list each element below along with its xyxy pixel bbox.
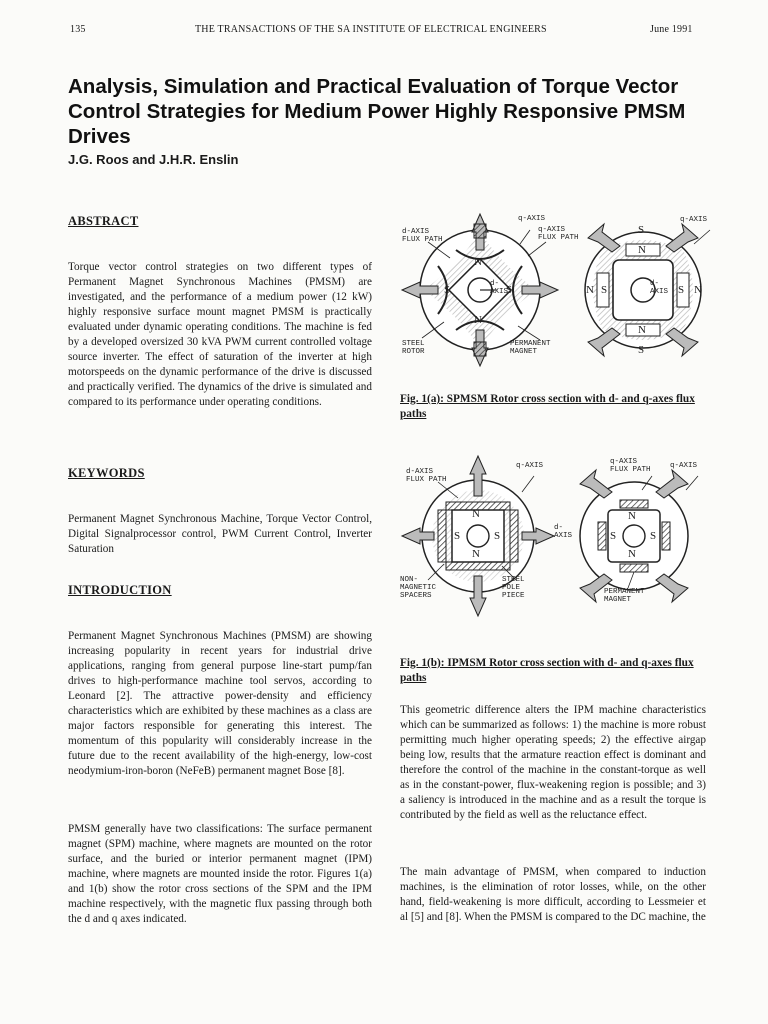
introduction-paragraph-2: PMSM generally have two classifications: The surface permanent magnet (SPM) machine, where magnets are mounted on the rotor surface, and the buried or interior permanent magnet (IPM) machine, where magnets are mounted inside the rotor. Figures 1(a) and 1(b) show the rotor cross sections of the SPM and the IPM machine respectively, with the magnetic flux passing through both the d and q axes indicated. [68, 823, 372, 925]
abstract-text: Torque vector control strategies on two different types of Permanent Magnet Synchronous Machines (PMSM) are investigated, and the performance of a medium power (12 kW) highly responsive surface mount magnet PMSM is practically evaluated under dynamic operating conditions. The machine is fed by a developed oversized 30 kVA PWM current controlled voltage source inverter. The effect of saturation of the inverter at high motorspeeds on the dynamic performance of the drive is discussed and practically verified. The dynamics of the drive is simulated and compared to its performance under operating conditions. [68, 261, 372, 408]
pole-n-right-right: N [694, 284, 702, 296]
ipm-pole-n-top: N [472, 508, 480, 520]
figure-1b [398, 452, 718, 622]
introduction-heading: INTRODUCTION [68, 583, 172, 597]
keywords-heading: KEYWORDS [68, 466, 145, 480]
pole-s-bottom-right: S [638, 344, 645, 356]
right-column-paragraph-2: The main advantage of PMSM, when compared to induction machines, is the elimination of rotor losses, while, on the other hand, field-weakening is more difficult, according to Lessmeier et al [5] and [8]. When the PMSM is compared to the DC machine, the [400, 866, 706, 923]
figure-1a [398, 210, 718, 370]
q-axis-flux-path-label: q-AXIS FLUX PATH [538, 226, 579, 242]
ipm-q-axis-label: q-AXIS [516, 462, 544, 470]
ipm-pole-n-top-right: N [628, 510, 636, 522]
figure-1a-caption: Fig. 1(a): SPMSM Rotor cross section with d- and q-axes flux paths [400, 393, 695, 420]
introduction-paragraph-1: Permanent Magnet Synchronous Machines (PMSM) are showing increasing popularity in recent years for industrial drive applications, ranging from general purpose line-start pump/fan drives to high-performance machine tool servos, according to Leonard [2]. The attractive power-density and efficiency characteristics which are exhibited by these machines as a class are major factors responsible for generating this interest. The momentum of this popularity will considerably increase in the future due to the recent availability of the high-energy, low-cost neodymium-iron-boron (NeFeB) permanent magnet Bose [8]. [68, 630, 372, 777]
permanent-magnet-label: PERMANENT MAGNET [510, 340, 551, 356]
pole-s-left: S [444, 284, 451, 296]
ipm-q-axis-right-label: q-AXIS [670, 462, 698, 470]
journal-name: THE TRANSACTIONS OF THE SA INSTITUTE OF ELECTRICAL ENGINEERS [195, 24, 547, 35]
issue-date: June 1991 [650, 24, 693, 35]
d-axis-center-right-label: d- AXIS [650, 280, 669, 296]
ipm-q-axis-flux-path-label: q-AXIS FLUX PATH [610, 458, 651, 474]
abstract-heading: ABSTRACT [68, 214, 139, 228]
pole-s-top-right: S [638, 224, 645, 236]
pole-n-bottom-right: N [638, 324, 646, 336]
ipm-pole-s-left-right: S [610, 530, 617, 542]
pole-n-bottom: N [474, 314, 482, 326]
pole-s-right-right: S [678, 284, 685, 296]
ipm-permanent-magnet-label: PERMANENT MAGNET [604, 588, 645, 604]
d-axis-center-label: d- AXIS [490, 280, 509, 296]
ipm-d-axis-flux-path-label: d-AXIS FLUX PATH [406, 468, 447, 484]
pole-n-top-right: N [638, 244, 646, 256]
authors: J.G. Roos and J.H.R. Enslin [68, 152, 239, 167]
ipm-right-rotor [580, 470, 688, 602]
paper-title: Analysis, Simulation and Practical Evaluation of Torque Vector Control Strategies for Medium Power Highly Responsive PMSM Drives [68, 75, 686, 148]
ipm-pole-n-bottom: N [472, 548, 480, 560]
right-column-paragraph-1: This geometric difference alters the IPM machine characteristics which can be summarized as follows: 1) the machine is more robust permitting much higher operating speeds; 2) the effective airgap being low, results that the armature reaction effect is dominant and therefore the control of the machine in the constant-torque as well as in the constant-power, flux-weakening region is possible; and 3) a saliency is introduced in the machine and as a result the torque is contributed by the field as well as the reluctance effect. [400, 704, 706, 821]
steel-rotor-label: STEEL ROTOR [402, 340, 425, 356]
steel-pole-piece-label: STEEL POLE PIECE [502, 576, 525, 600]
pole-s-left-right: S [601, 284, 608, 296]
pole-n-top: N [474, 256, 482, 268]
ipm-pole-s-right-right: S [650, 530, 657, 542]
ipm-pole-s-left: S [454, 530, 461, 542]
d-axis-flux-path-label: d-AXIS FLUX PATH [402, 228, 443, 244]
ipm-pole-n-bottom-right: N [628, 548, 636, 560]
q-axis-label: q-AXIS [518, 215, 546, 223]
page-number: 135 [70, 24, 86, 35]
ipm-d-axis-label: d- AXIS [554, 524, 573, 540]
ipm-pole-s-right: S [494, 530, 501, 542]
pole-n-left-right: N [586, 284, 594, 296]
figure-1b-caption: Fig. 1(b): IPMSM Rotor cross section with d- and q-axes flux paths [400, 657, 694, 684]
keywords-text: Permanent Magnet Synchronous Machine, Torque Vector Control, Digital Signalprocessor control, PWM Current Control, Inverter Saturation [68, 513, 372, 555]
non-magnetic-spacers-label: NON- MAGNETIC SPACERS [400, 576, 437, 600]
pole-s-right: S [506, 284, 513, 296]
q-axis-right-label: q-AXIS [680, 216, 708, 224]
